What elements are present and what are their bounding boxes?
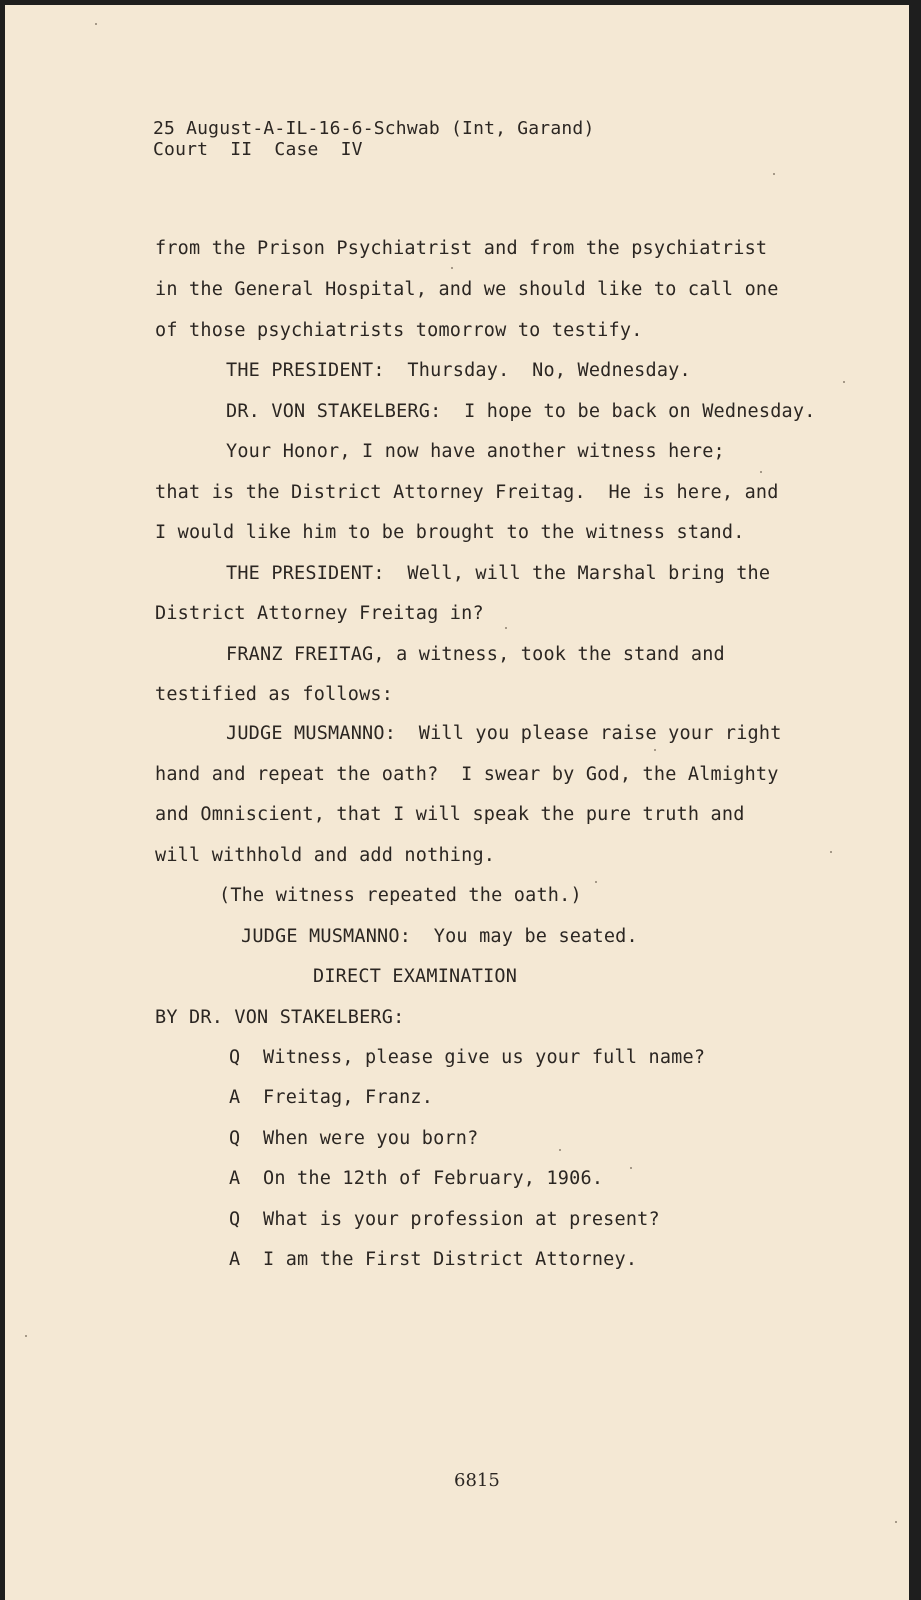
question-line: Q Witness, please give us your full name? xyxy=(229,1047,706,1068)
text-line: THE PRESIDENT: Well, will the Marshal bring the xyxy=(226,563,771,584)
text-line: testified as follows: xyxy=(155,684,394,705)
text-line: DR. VON STAKELBERG: I hope to be back on Wednesday. xyxy=(226,401,816,422)
paper-speck xyxy=(630,1167,632,1169)
paper-speck xyxy=(843,381,845,383)
paper-speck xyxy=(654,749,656,751)
text-line: THE PRESIDENT: Thursday. No, Wednesday. xyxy=(226,360,691,381)
paper-speck xyxy=(773,173,775,175)
text-line: BY DR. VON STAKELBERG: xyxy=(155,1007,405,1028)
paper-speck xyxy=(25,1335,27,1337)
text-line: JUDGE MUSMANNO: Will you please raise your right xyxy=(226,723,782,744)
paper-speck xyxy=(760,471,762,473)
paper-speck xyxy=(451,267,453,269)
answer-line: A I am the First District Attorney. xyxy=(229,1249,638,1270)
section-heading: DIRECT EXAMINATION xyxy=(313,966,518,987)
header-line-date-case: 25 August-A-IL-16-6-Schwab (Int, Garand) xyxy=(153,118,595,139)
text-line: from the Prison Psychiatrist and from the psychiatrist xyxy=(155,238,768,259)
text-line: that is the District Attorney Freitag. He is here, and xyxy=(155,482,779,503)
page-number: 6815 xyxy=(454,1470,500,1491)
text-line: District Attorney Freitag in? xyxy=(155,603,484,624)
question-line: Q What is your profession at present? xyxy=(229,1209,660,1230)
answer-line: A On the 12th of February, 1906. xyxy=(229,1168,604,1189)
text-line: Your Honor, I now have another witness here; xyxy=(226,441,725,462)
question-line: Q When were you born? xyxy=(229,1128,479,1149)
answer-line: A Freitag, Franz. xyxy=(229,1087,434,1108)
text-line: in the General Hospital, and we should like to call one xyxy=(155,279,779,300)
text-line: of those psychiatrists tomorrow to testify. xyxy=(155,320,643,341)
text-line: and Omniscient, that I will speak the pure truth and xyxy=(155,804,745,825)
paper-speck xyxy=(895,1521,897,1523)
text-line: hand and repeat the oath? I swear by God, the Almighty xyxy=(155,764,779,785)
paper-speck xyxy=(559,1149,561,1151)
text-line: (The witness repeated the oath.) xyxy=(219,885,582,906)
paper-speck xyxy=(505,627,507,629)
text-line: I would like him to be brought to the witness stand. xyxy=(155,522,745,543)
paper-speck xyxy=(95,23,97,25)
text-line: FRANZ FREITAG, a witness, took the stand and xyxy=(226,644,725,665)
text-line: JUDGE MUSMANNO: You may be seated. xyxy=(241,926,638,947)
text-line: will withhold and add nothing. xyxy=(155,845,496,866)
header-line-court: Court II Case IV xyxy=(153,139,363,160)
paper-speck xyxy=(830,851,832,853)
paper-speck xyxy=(595,881,597,883)
